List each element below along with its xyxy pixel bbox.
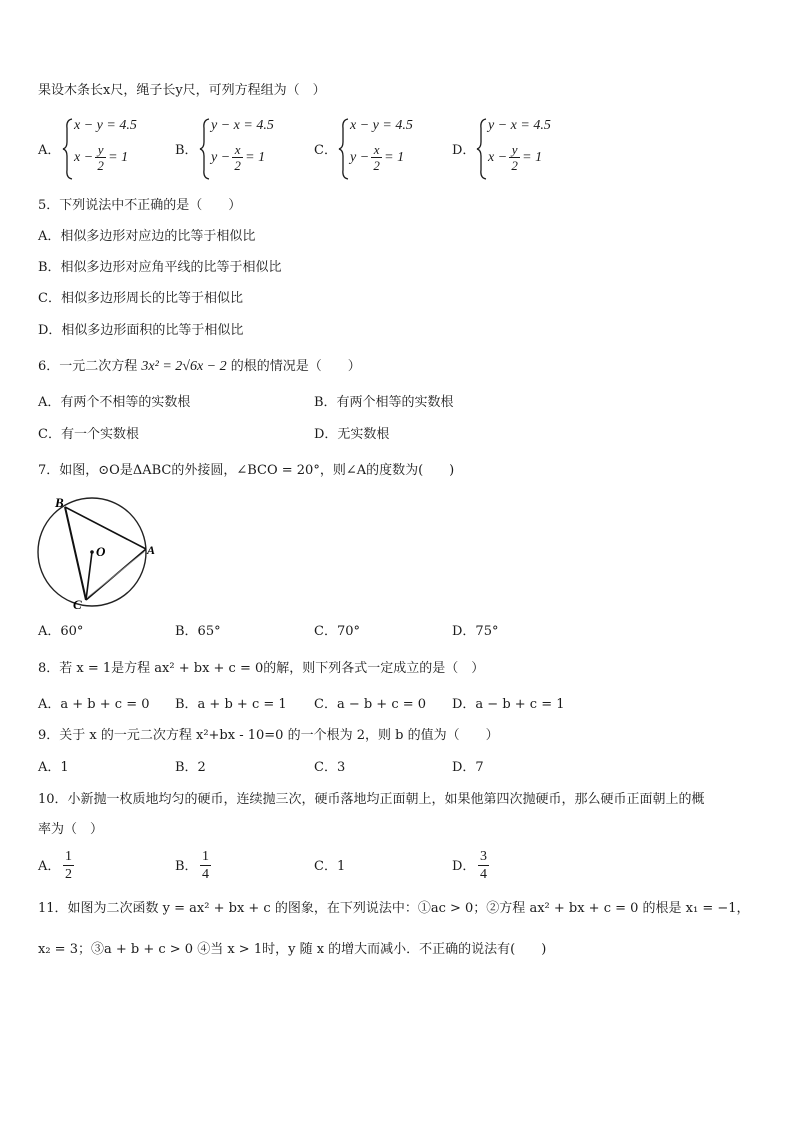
fraction-denominator: 4 <box>202 867 209 882</box>
center-point <box>90 550 94 554</box>
q4-option-c-eq2-right: = 1 <box>384 149 405 165</box>
q7-option-a: A．60° <box>38 624 84 639</box>
q4-option-c-label: C． <box>314 143 337 158</box>
q7-stem: 7．如图，⊙O是ΔABC的外接圆，∠BCO = 20°，则∠A的度数为( ) <box>38 463 455 478</box>
q6-stem-prefix: 6．一元二次方程 <box>38 359 138 374</box>
label-c: C <box>73 597 82 610</box>
q10-option-a-label: A． <box>38 859 61 874</box>
q4-option-c-eq1: x − y = 4.5 <box>350 118 413 133</box>
q4-option-b-eq2 <box>211 142 265 173</box>
q8-option-c: C．a − b + c = 0 <box>314 697 427 712</box>
q4-option-c-eq2 <box>350 142 404 173</box>
segment-co <box>86 552 92 600</box>
q5-option-b: B．相似多边形对应角平线的比等于相似比 <box>38 260 282 275</box>
q10-stem-line1: 10．小新抛一枚质地均匀的硬币，连续抛三次，硬币落地均正面朝上，如果他第四次抛硬币，那么硬币正面朝上的概 <box>38 792 705 807</box>
q4-option-d-eq2-right: = 1 <box>522 149 543 165</box>
q4-option-d-fraction <box>509 142 520 173</box>
q4-option-d-eq2 <box>488 142 542 173</box>
q10-option-b-label: B． <box>175 859 198 874</box>
q5-option-a: A．相似多边形对应边的比等于相似比 <box>38 229 256 244</box>
q8-option-b: B．a + b + c = 1 <box>175 697 287 712</box>
q9-option-d: D．7 <box>452 760 484 775</box>
q4-option-c-fraction <box>371 142 382 173</box>
fraction-numerator: 1 <box>65 849 72 864</box>
q11-stem-line2: x₂ = 3；③a + b + c > 0 ④当 x > 1时，y 随 x 的增大而减小．不正确的说法有( ) <box>38 942 547 957</box>
q10-option-d-fraction <box>478 848 489 883</box>
q4-option-d-system <box>476 118 596 178</box>
q10-option-b-fraction <box>200 848 211 883</box>
q10-option-a-fraction <box>63 848 74 883</box>
q5-option-c: C．相似多边形周长的比等于相似比 <box>38 291 243 306</box>
fraction-denominator: 2 <box>97 158 104 173</box>
fraction-numerator: 1 <box>202 849 209 864</box>
q5-stem: 5．下列说法中不正确的是（ ） <box>38 198 242 213</box>
q10-option-d-label: D． <box>452 859 476 874</box>
fraction-denominator: 2 <box>65 867 72 882</box>
q4-option-a-eq2-left: x − <box>74 149 94 165</box>
q4-option-d-label: D． <box>452 143 476 158</box>
q6-option-d: D．无实数根 <box>314 427 390 442</box>
q4-option-b-eq2-right: = 1 <box>245 149 266 165</box>
brace-icon <box>476 118 488 180</box>
q4-option-b-fraction <box>232 142 243 173</box>
q4-option-a-eq2 <box>74 142 128 173</box>
q9-option-a: A．1 <box>38 760 69 775</box>
q8-option-d: D．a − b + c = 1 <box>452 697 565 712</box>
fraction-numerator: 3 <box>480 849 487 864</box>
q4-option-b-eq1: y − x = 4.5 <box>211 118 274 133</box>
q4-stem: 果设木条长x尺，绳子长y尺，可列方程组为（ ） <box>38 83 326 98</box>
fraction-numerator: y <box>511 142 518 157</box>
circle-figure <box>36 494 166 610</box>
segment-bc <box>65 507 86 600</box>
q4-option-a-fraction <box>95 142 106 173</box>
q4-option-a-system <box>62 118 182 178</box>
fraction-numerator: y <box>97 142 104 157</box>
fraction-denominator: 2 <box>234 158 241 173</box>
q4-option-c-eq2-left: y − <box>350 149 370 165</box>
q4-option-a-label: A． <box>38 143 61 158</box>
q6-option-b: B．有两个相等的实数根 <box>314 395 454 410</box>
label-b: B <box>55 495 64 510</box>
q4-option-a-eq1: x − y = 4.5 <box>74 118 137 133</box>
q5-option-d: D．相似多边形面积的比等于相似比 <box>38 323 244 338</box>
q7-option-b: B．65° <box>175 624 221 639</box>
q4-option-c-system <box>338 118 458 178</box>
q6-option-a: A．有两个不相等的实数根 <box>38 395 191 410</box>
q4-option-b-system <box>199 118 319 178</box>
q9-option-c: C．3 <box>314 760 346 775</box>
q9-stem: 9．关于 x 的一元二次方程 x²+bx - 10=0 的一个根为 2，则 b 的值为（ ） <box>38 728 499 743</box>
q8-stem: 8．若 x = 1是方程 ax² + bx + c = 0的解，则下列各式一定成立的是（ ） <box>38 661 485 676</box>
brace-icon <box>338 118 350 180</box>
q4-option-a-eq2-right: = 1 <box>108 149 129 165</box>
brace-icon <box>199 118 211 180</box>
segment-ba <box>65 507 146 549</box>
q11-stem-line1: 11．如图为二次函数 y = ax² + bx + c 的图象，在下列说法中：①ac > 0；②方程 ax² + bx + c = 0 的根是 x₁ = −1， <box>38 901 750 916</box>
q4-option-d-eq2-left: x − <box>488 149 508 165</box>
q6-equation: 3x² = 2√6x − 2 <box>141 359 227 374</box>
q6-stem-suffix: 的根的情况是（ ） <box>230 359 361 374</box>
q7-option-d: D．75° <box>452 624 499 639</box>
fraction-numerator: x <box>234 142 241 157</box>
q7-option-c: C．70° <box>314 624 360 639</box>
fraction-numerator: x <box>373 142 380 157</box>
q4-option-b-label: B． <box>175 143 198 158</box>
label-o: O <box>96 544 106 559</box>
q8-option-a: A．a + b + c = 0 <box>38 697 150 712</box>
q6-option-c: C．有一个实数根 <box>38 427 139 442</box>
brace-icon <box>62 118 74 180</box>
q9-option-b: B．2 <box>175 760 206 775</box>
q4-option-b-eq2-left: y − <box>211 149 231 165</box>
q6-stem <box>38 358 361 376</box>
fraction-denominator: 2 <box>373 158 380 173</box>
q10-option-c: C．1 <box>314 859 346 874</box>
label-a: A <box>147 543 156 557</box>
q4-option-d-eq1: y − x = 4.5 <box>488 118 551 133</box>
q10-stem-line2: 率为（ ） <box>38 822 104 837</box>
fraction-denominator: 2 <box>511 158 518 173</box>
fraction-denominator: 4 <box>480 867 487 882</box>
